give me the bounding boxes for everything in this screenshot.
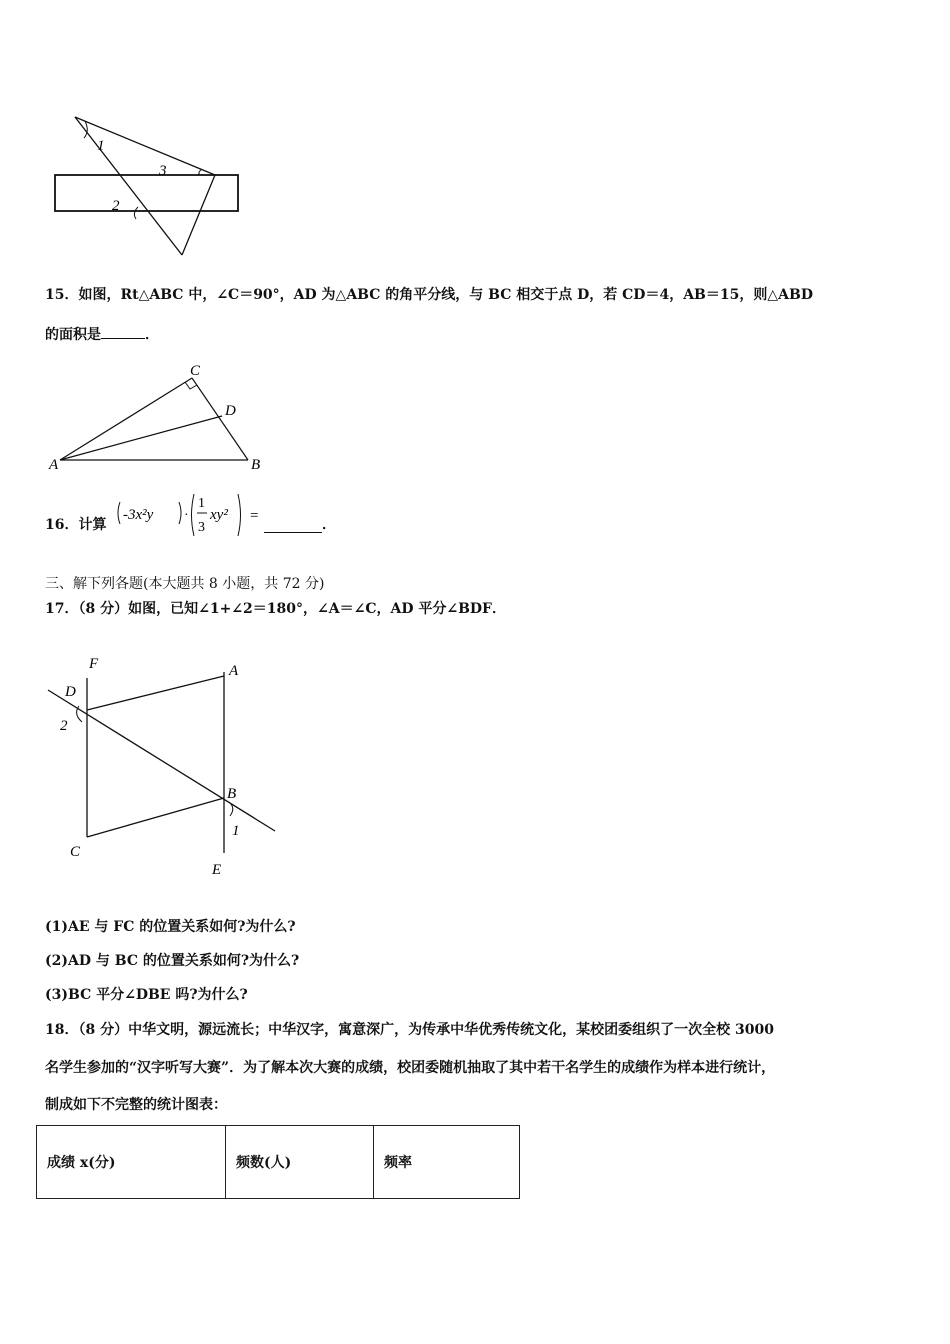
vertex-label-F: F xyxy=(89,656,99,672)
angle-label-1: 1 xyxy=(232,823,240,839)
q16-equals: = xyxy=(250,508,259,524)
q16-prefix: 16．计算 xyxy=(45,517,107,533)
q17-part-3: (3)BC 平分∠DBE 吗?为什么? xyxy=(45,987,248,1003)
q15-line1: 15．如图，Rt△ABC 中，∠C＝90°，AD 为△ABC 的角平分线，与 BC 相交于点 D，若 CD＝4，AB＝15，则△ABD xyxy=(45,287,813,303)
q16-frac-numerator: 1 xyxy=(198,496,205,511)
angle-label-3: 3 xyxy=(159,163,167,179)
q15-line2-prefix: 的面积是 xyxy=(45,327,101,343)
q15-answer-blank xyxy=(101,324,145,339)
q18-line2: 名学生参加的“汉字听写大赛”．为了解本次大赛的成绩，校团委随机抽取了其中若干名学生的成绩作为样本进行统计， xyxy=(45,1060,776,1076)
angle-label-1: 1 xyxy=(97,138,105,154)
q17-stem: 17．（8 分）如图，已知∠1+∠2＝180°，∠A＝∠C，AD 平分∠BDF． xyxy=(45,601,506,617)
section-heading: 三、解下列各题(本大题共 8 小题，共 72 分) xyxy=(45,576,325,592)
angle-label-2: 2 xyxy=(60,718,68,734)
q16-suffix: ． xyxy=(322,517,336,533)
figure-q15-right-triangle xyxy=(45,358,275,473)
q15-line2-suffix: ． xyxy=(145,327,159,343)
q16-answer-blank xyxy=(264,516,322,533)
vertex-label-E: E xyxy=(212,862,222,878)
vertex-label-C: C xyxy=(70,844,81,860)
q18-line3: 制成如下不完整的统计图表： xyxy=(45,1097,227,1113)
table-header-row xyxy=(37,1126,520,1199)
vertex-label-B: B xyxy=(227,786,237,802)
vertex-label-D: D xyxy=(225,403,236,419)
table-header-score: 成绩 x(分) xyxy=(37,1126,226,1199)
q16-dot: · xyxy=(184,508,189,523)
q15-line2 xyxy=(45,324,159,345)
q18-line1: 18．（8 分）中华文明，源远流长；中华汉字，寓意深广，为传承中华优秀传统文化，某校团委组织了一次全校 3000 xyxy=(45,1022,774,1038)
q16-frac-denominator: 3 xyxy=(198,520,205,535)
table-header-frequency: 频数(人) xyxy=(226,1126,374,1199)
figure-q14-triangle-ruler xyxy=(40,105,260,265)
q17-part-2: (2)AD 与 BC 的位置关系如何?为什么? xyxy=(45,953,300,969)
angle-label-2: 2 xyxy=(112,198,120,214)
q17-part-1: (1)AE 与 FC 的位置关系如何?为什么? xyxy=(45,919,296,935)
vertex-label-A: A xyxy=(49,457,59,473)
vertex-label-B: B xyxy=(251,457,261,473)
vertex-label-A: A xyxy=(229,663,239,679)
q16-left-factor: -3x²y xyxy=(123,507,154,523)
q18-stats-table xyxy=(36,1125,520,1199)
figure-q17-quadrilateral xyxy=(40,648,290,883)
q16-expression xyxy=(113,492,273,542)
table-header-rate: 频率 xyxy=(374,1126,520,1199)
vertex-label-C: C xyxy=(190,363,201,379)
vertex-label-D: D xyxy=(65,684,76,700)
q16-right-factor: xy² xyxy=(210,507,228,523)
